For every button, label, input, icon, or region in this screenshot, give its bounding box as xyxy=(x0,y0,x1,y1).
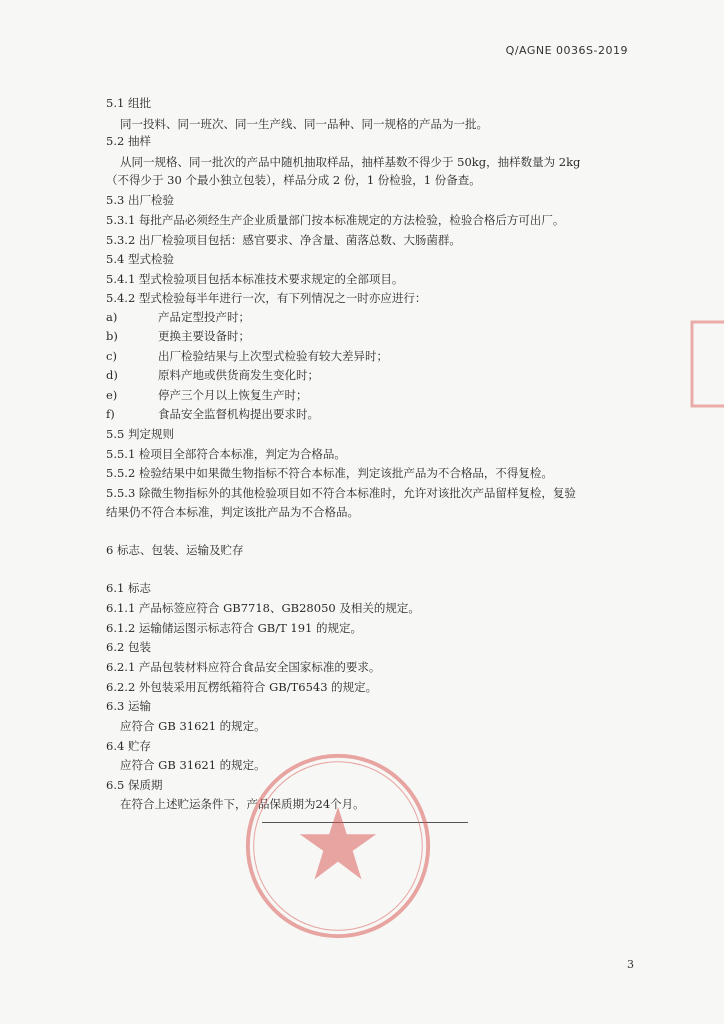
text-line-s5-2-title: 5.2 抽样 xyxy=(106,134,151,148)
text-line-s5-4-title: 5.4 型式检验 xyxy=(106,252,174,266)
list-item xyxy=(106,388,308,402)
text-line-s5-1-title: 5.1 组批 xyxy=(106,96,151,110)
text-line-s6-4-title: 6.4 贮存 xyxy=(106,739,151,753)
list-item-text: 停产三个月以上恢复生产时； xyxy=(158,388,308,402)
standard-code: Q/AGNE 0036S-2019 xyxy=(505,44,628,57)
list-item xyxy=(106,349,388,363)
text-line-s5-4-1: 5.4.1 型式检验项目包括本标准技术要求规定的全部项目。 xyxy=(106,272,404,286)
text-line-s6-3-body: 应符合 GB 31621 的规定。 xyxy=(120,719,266,733)
text-line-s5-3-title: 5.3 出厂检验 xyxy=(106,193,174,207)
text-line-s5-5-1: 5.5.1 检项目全部符合本标准，判定为合格品。 xyxy=(106,447,346,461)
text-line-s6-3-title: 6.3 运输 xyxy=(106,699,151,713)
list-item-text: 出厂检验结果与上次型式检验有较大差异时； xyxy=(158,349,388,363)
text-line-s5-3-1: 5.3.1 每批产品必须经生产企业质量部门按本标准规定的方法检验，检验合格后方可出厂。 xyxy=(106,213,565,227)
list-item-text: 原料产地或供货商发生变化时； xyxy=(158,368,319,382)
text-line-s6-2-2: 6.2.2 外包装采用瓦楞纸箱符合 GB/T6543 的规定。 xyxy=(106,680,378,694)
text-line-s5-5-3b: 结果仍不符合本标准，判定该批产品为不合格品。 xyxy=(106,505,359,519)
list-item-letter: e) xyxy=(106,388,118,402)
text-line-s6-2-title: 6.2 包装 xyxy=(106,640,151,654)
text-line-s6-1-1: 6.1.1 产品标签应符合 GB7718、GB28050 及相关的规定。 xyxy=(106,601,420,615)
text-line-s6-4-body: 应符合 GB 31621 的规定。 xyxy=(120,758,266,772)
list-item-text: 食品安全监督机构提出要求时。 xyxy=(158,407,319,421)
text-line-s5-1-body: 同一投料、同一班次、同一生产线、同一品种、同一规格的产品为一批。 xyxy=(120,117,488,131)
list-item-letter: a) xyxy=(106,310,118,324)
list-item-text: 产品定型投产时； xyxy=(158,310,250,324)
list-item-letter: f) xyxy=(106,407,115,421)
list-item-text: 更换主要设备时； xyxy=(158,329,250,343)
text-line-s5-5-title: 5.5 判定规则 xyxy=(106,427,174,441)
text-line-s5-4-2: 5.4.2 型式检验每半年进行一次，有下列情况之一时亦应进行： xyxy=(106,291,427,305)
text-line-s6-2-1: 6.2.1 产品包装材料应符合食品安全国家标准的要求。 xyxy=(106,660,381,674)
list-item-letter: b) xyxy=(106,329,118,343)
text-line-s5-5-2: 5.5.2 检验结果中如果微生物指标不符合本标准，判定该批产品为不合格品，不得复检。 xyxy=(106,466,553,480)
text-line-s6-1-title: 6.1 标志 xyxy=(106,581,151,595)
text-line-s6-1-2: 6.1.2 运输储运图示标志符合 GB/T 191 的规定。 xyxy=(106,621,363,635)
side-seal-icon xyxy=(690,318,724,410)
list-item-letter: d) xyxy=(106,368,118,382)
list-item-letter: c) xyxy=(106,349,117,363)
text-line-s5-2-body-2: （不得少于 30 个最小独立包装），样品分成 2 份，1 份检验，1 份备查。 xyxy=(106,173,481,187)
page-number: 3 xyxy=(627,958,634,971)
text-line-s6-5-title: 6.5 保质期 xyxy=(106,778,163,792)
text-line-s5-3-2: 5.3.2 出厂检验项目包括：感官要求、净含量、菌落总数、大肠菌群。 xyxy=(106,233,461,247)
text-line-s5-2-body-1: 从同一规格、同一批次的产品中随机抽取样品，抽样基数不得少于 50kg，抽样数量为 2kg xyxy=(120,155,581,169)
text-line-s5-5-3: 5.5.3 除微生物指标外的其他检验项目如不符合本标准时，允许对该批次产品留样复检，复验 xyxy=(106,486,576,500)
text-line-s6-title: 6 标志、包装、运输及贮存 xyxy=(106,543,244,557)
text-line-s6-5-body: 在符合上述贮运条件下，产品保质期为24个月。 xyxy=(120,797,365,811)
list-item xyxy=(106,407,319,421)
list-item xyxy=(106,310,250,324)
company-seal-icon xyxy=(240,748,436,944)
list-item xyxy=(106,368,319,382)
list-item xyxy=(106,329,250,343)
